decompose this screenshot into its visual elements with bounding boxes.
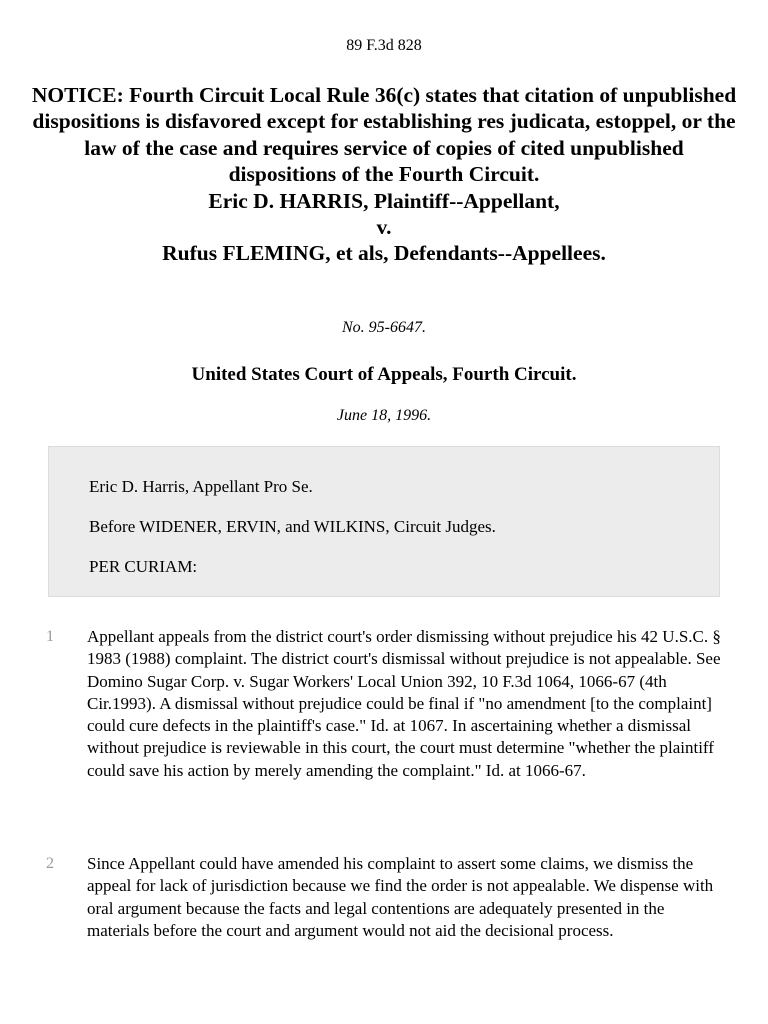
- preliminary-box: [48, 446, 720, 597]
- judges-line: Before WIDENER, ERVIN, and WILKINS, Circuit Judges.: [89, 517, 496, 536]
- per-curiam-line: PER CURIAM:: [89, 557, 198, 576]
- paragraph-text: Since Appellant could have amended his complaint to assert some claims, we dismiss the appeal for lack of jurisdiction because we find the order is not appealable. We dispense with oral argument because the facts and legal contentions are adequately presented in the materials before the court and argument would not aid the decisional process.: [87, 854, 714, 940]
- docket-number: No. 95-6647.: [342, 319, 426, 336]
- paragraph-number: 1: [46, 628, 54, 645]
- court-name: United States Court of Appeals, Fourth Circuit.: [191, 364, 577, 385]
- notice-text: NOTICE: Fourth Circuit Local Rule 36(c) states that citation of unpublished dispositions is disfavored except for establishing res judicata, estoppel, or the law of the case and requires service of copies of cited unpublished dispositions of the Fourth Circuit.: [31, 83, 737, 187]
- versus-label: v.: [376, 215, 392, 240]
- paragraph-number: 2: [46, 855, 54, 872]
- decision-date: June 18, 1996.: [336, 407, 432, 424]
- case-citation: 89 F.3d 828: [346, 37, 422, 54]
- case-heading: [30, 82, 738, 267]
- appellees-party: Rufus FLEMING, et als, Defendants--Appellees.: [162, 241, 606, 266]
- appellant-party: Eric D. HARRIS, Plaintiff--Appellant,: [208, 188, 560, 213]
- counsel-line: Eric D. Harris, Appellant Pro Se.: [89, 477, 313, 496]
- paragraph-text: Appellant appeals from the district court's order dismissing without prejudice his 42 U.S.C. § 1983 (1988) complaint. The district court's dismissal without prejudice is not appealable. See Domino Sugar Corp. v. Sugar Workers' Local Union 392, 10 F.3d 1064, 1066-67 (4th Cir.1993). A dismissal without prejudice could be final if "no amendment [to the complaint] could cure defects in the plaintiff's case." Id. at 1067. In ascertaining whether a dismissal without prejudice is reviewable in this court, the court must determine "whether the plaintiff could save his action by merely amending the complaint." Id. at 1066-67.: [87, 627, 721, 780]
